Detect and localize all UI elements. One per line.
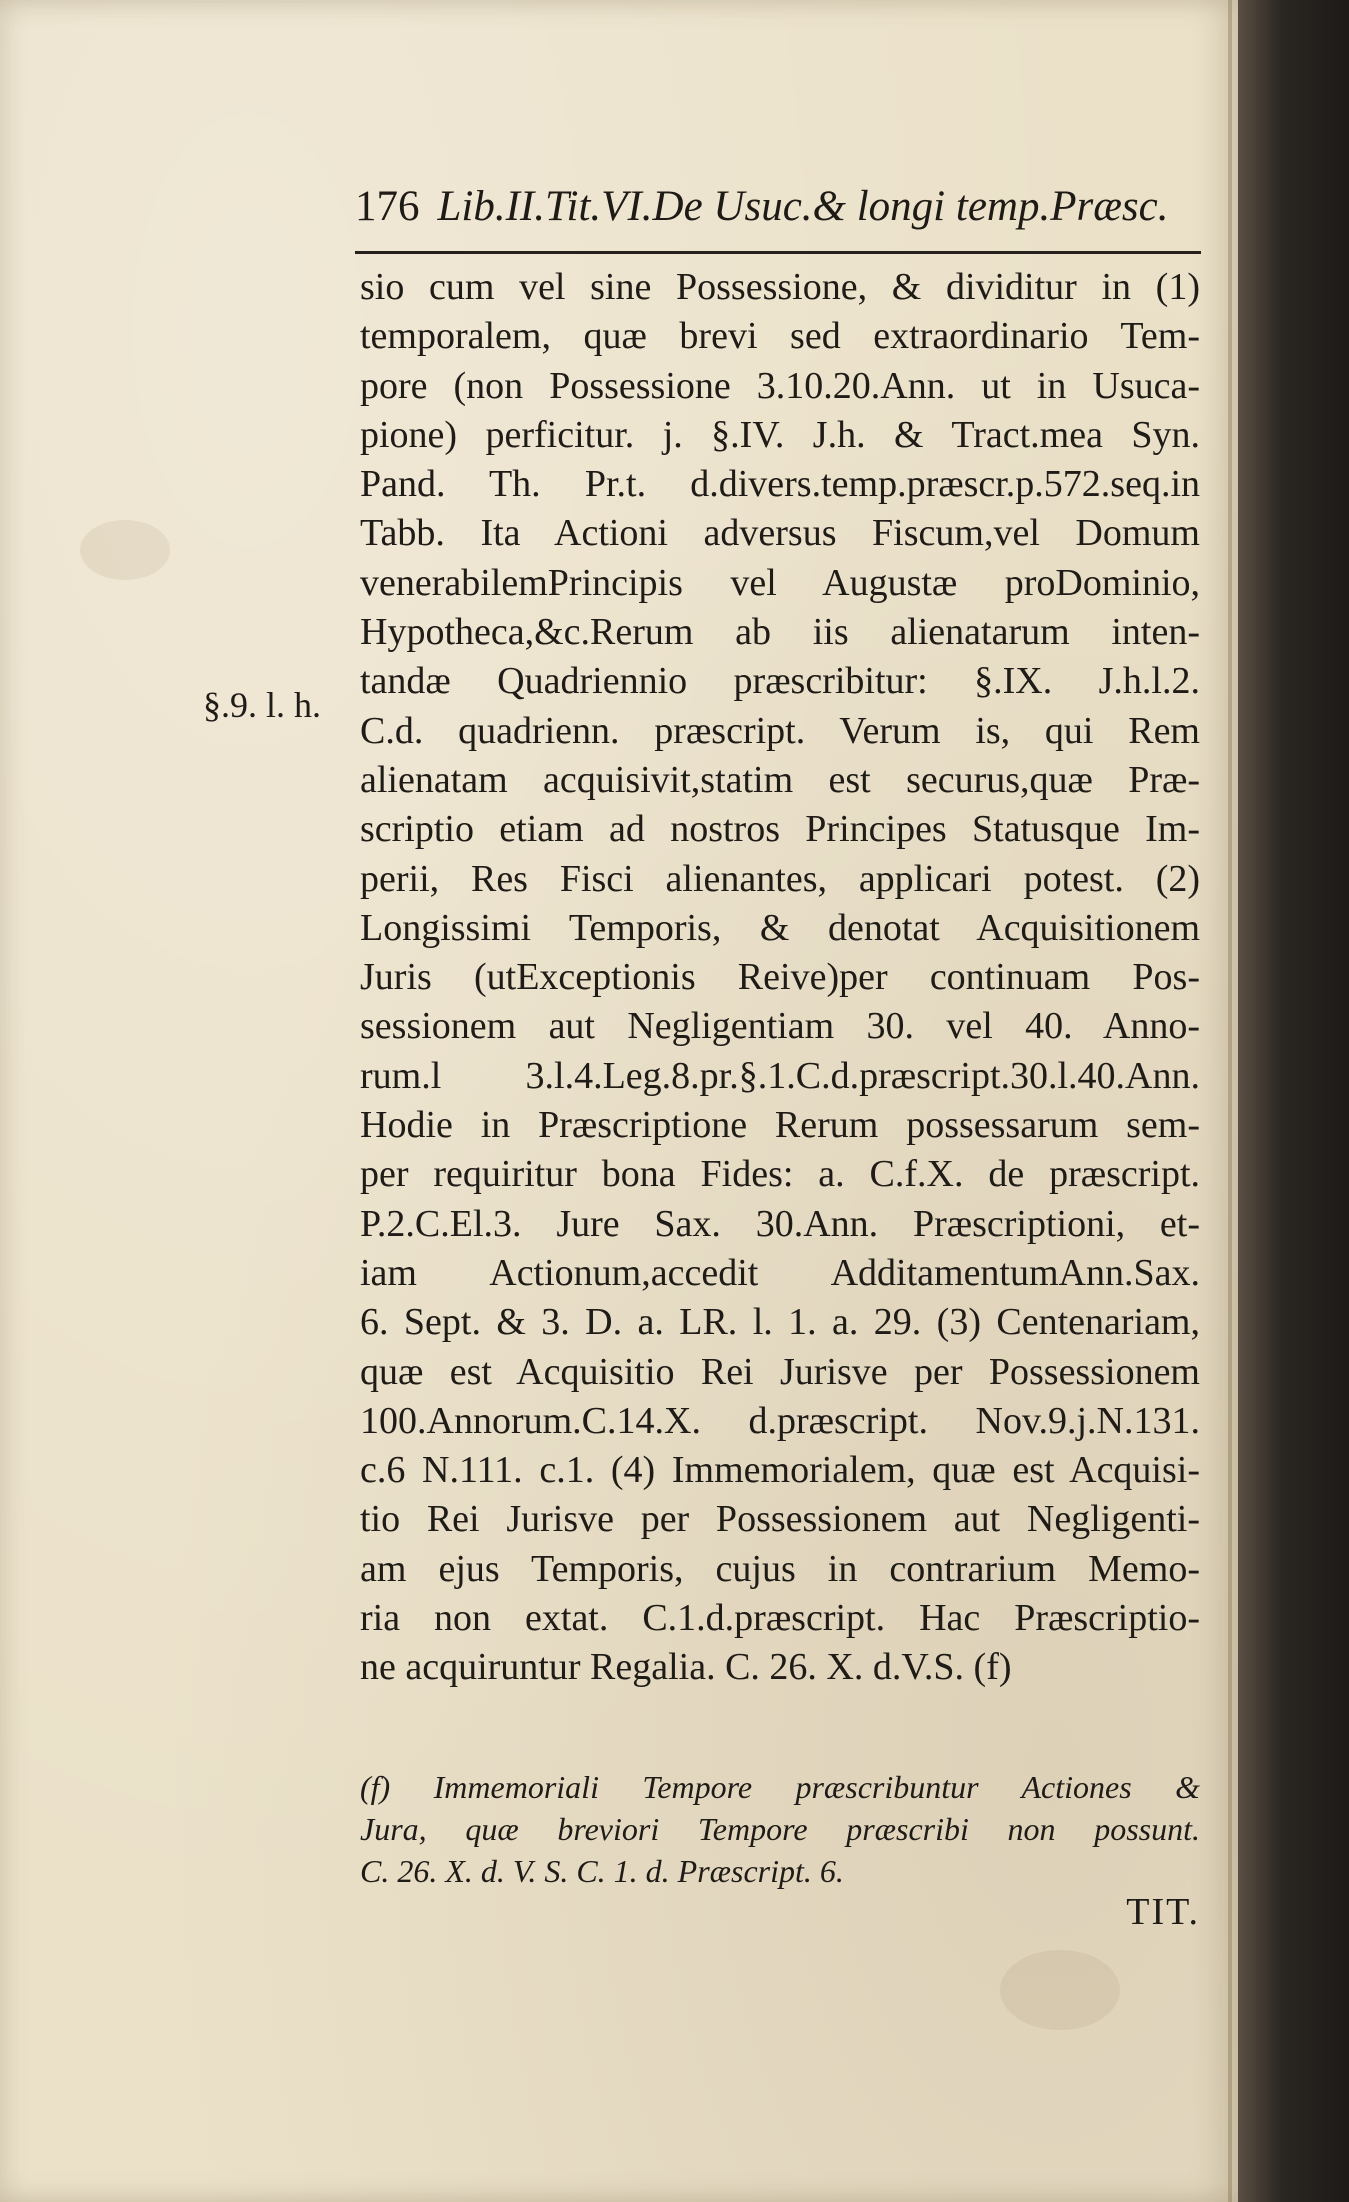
body-text [360, 263, 1200, 1693]
text-line: rum.l 3.l.4.Leg.8.pr.§.1.C.d.præscript.30.l.40.Ann. [360, 1054, 1200, 1097]
text-line: P.2.C.El.3. Jure Sax. 30.Ann. Præscriptioni, et- [360, 1202, 1200, 1245]
text-line: temporalem, quæ brevi sed extraordinario Tem- [360, 315, 1200, 358]
running-title: Lib.II.Tit.VI.De Usuc.& longi temp.Præsc. [437, 183, 1169, 230]
text-line: pore (non Possessione 3.10.20.Ann. ut in Usuca- [360, 364, 1200, 407]
text-line: per requiritur bona Fides: a. C.f.X. de præscript. [360, 1153, 1200, 1196]
text-line: c.6 N.111. c.1. (4) Immemorialem, quæ est Acquisi- [360, 1449, 1200, 1492]
text-line: sessionem aut Negligentiam 30. vel 40. Anno- [360, 1005, 1200, 1048]
margin-note: §.9. l. h. [203, 685, 322, 725]
footnote-line: C. 26. X. d. V. S. C. 1. d. Præscript. 6. [360, 1853, 844, 1889]
text-line: am ejus Temporis, cujus in contrarium Memo- [360, 1547, 1200, 1590]
running-header [355, 182, 1201, 242]
footnote-line: (f) Immemoriali Tempore præscribuntur Actiones & [360, 1769, 1200, 1805]
footnote [360, 1766, 1200, 1892]
catchword: TIT. [1126, 1891, 1200, 1933]
paper-stain [80, 520, 170, 580]
page-number: 176 [355, 183, 420, 230]
text-line: Longissimi Temporis, & denotat Acquisitionem [360, 906, 1200, 949]
text-line: alienatam acquisivit,statim est securus,quæ Præ- [360, 758, 1200, 801]
text-line: ria non extat. C.1.d.præscript. Hac Præscriptio- [360, 1597, 1200, 1640]
text-line: scriptio etiam ad nostros Principes Statusque Im- [360, 808, 1200, 851]
text-line: sio cum vel sine Possessione, & dividitur in (1) [360, 266, 1200, 308]
text-line: perii, Res Fisci alienantes, applicari potest. (2) [360, 857, 1200, 900]
text-line: Tabb. Ita Actioni adversus Fiscum,vel Domum [360, 512, 1200, 555]
text-line: 6. Sept. & 3. D. a. LR. l. 1. a. 29. (3) Centenariam, [360, 1301, 1200, 1344]
text-line: venerabilemPrincipis vel Augustæ proDominio, [360, 561, 1200, 604]
header-rule [355, 251, 1201, 254]
page-gutter [1228, 0, 1232, 2202]
text-line: Hodie in Præscriptione Rerum possessarum sem- [360, 1104, 1200, 1147]
text-line: tio Rei Jurisve per Possessionem aut Negligenti- [360, 1498, 1200, 1541]
text-line: tandæ Quadriennio præscribitur: §.IX. J.h.l.2. [360, 660, 1200, 703]
text-line: iam Actionum,accedit AdditamentumAnn.Sax. [360, 1251, 1200, 1294]
text-line: Juris (utExceptionis Reive)per continuam Pos- [360, 956, 1200, 999]
text-line: pione) perficitur. j. §.IV. J.h. & Tract.mea Syn. [360, 413, 1200, 456]
footnote-line: Jura, quæ breviori Tempore præscribi non possunt. [360, 1811, 1200, 1847]
text-line: Hypotheca,&c.Rerum ab iis alienatarum inten- [360, 611, 1200, 654]
text-line: Pand. Th. Pr.t. d.divers.temp.præscr.p.572.seq.in [360, 463, 1200, 506]
text-line: C.d. quadrienn. præscript. Verum is, qui Rem [360, 709, 1200, 752]
paper-stain [1000, 1950, 1120, 2030]
page-edge [1238, 0, 1349, 2202]
text-line: 100.Annorum.C.14.X. d.præscript. Nov.9.j.N.131. [360, 1399, 1200, 1442]
text-line: ne acquiruntur Regalia. C. 26. X. d.V.S. (f) [360, 1646, 1012, 1689]
text-line: quæ est Acquisitio Rei Jurisve per Possessionem [360, 1350, 1200, 1393]
